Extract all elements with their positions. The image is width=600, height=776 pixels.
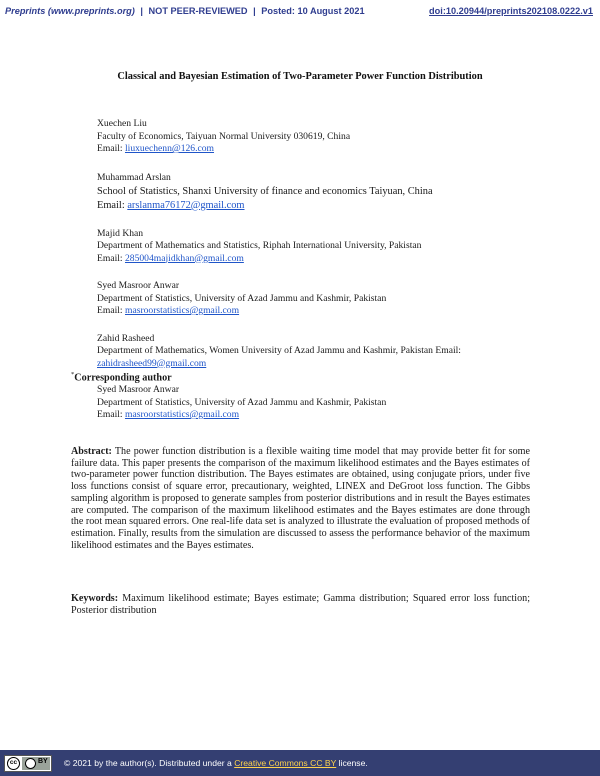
abstract-paragraph xyxy=(71,446,530,551)
license-text xyxy=(64,758,368,768)
author-affiliation: Department of Mathematics, Women University of Azad Jammu and Kashmir, Pakistan Email: xyxy=(97,345,461,356)
keywords-paragraph xyxy=(71,593,530,617)
author-email-link[interactable]: liuxuechenn@126.com xyxy=(124,143,215,154)
author-block xyxy=(97,228,537,266)
author-email-link[interactable]: masroorstatistics@gmail.com xyxy=(124,305,240,316)
header-separator: | xyxy=(140,6,143,16)
author-email-link[interactable]: arslanma76172@gmail.com xyxy=(127,199,245,211)
corresponding-email-line xyxy=(97,409,386,422)
author-affiliation: Department of Mathematics and Statistics, Riphah International University, Pakistan xyxy=(97,240,422,251)
paper-title: Classical and Bayesian Estimation of Two-Parameter Power Function Distribution xyxy=(117,71,483,82)
corresponding-email-link[interactable]: masroorstatistics@gmail.com xyxy=(124,409,240,420)
author-name: Muhammad Arslan xyxy=(97,171,171,183)
license-footer xyxy=(0,750,600,776)
author-name: Majid Khan xyxy=(97,227,144,239)
author-block xyxy=(97,171,537,213)
author-affiliation: Faculty of Economics, Taiyuan Normal University 030619, China xyxy=(97,130,351,142)
email-label: Email: xyxy=(97,199,125,211)
cc-logo-icon: cc xyxy=(7,757,20,770)
author-affiliation: Department of Statistics, University of Azad Jammu and Kashmir, Pakistan xyxy=(97,292,387,304)
corresponding-author-details xyxy=(97,384,386,422)
author-block xyxy=(97,118,537,156)
corresponding-heading-text: Corresponding author xyxy=(74,372,172,384)
author-email-line xyxy=(97,253,537,266)
email-label: Email: xyxy=(97,143,123,154)
author-list xyxy=(97,118,537,385)
corresponding-name: Syed Masroor Anwar xyxy=(97,384,180,395)
keywords-text: Maximum likelihood estimate; Bayes estimate; Gamma distribution; Squared error loss function; Posterior distribution xyxy=(71,593,531,617)
author-email-line xyxy=(97,143,537,156)
author-block xyxy=(97,333,537,371)
abstract-label: Abstract: xyxy=(71,446,112,457)
copyright-text: © 2021 by the author(s). Distributed under a xyxy=(64,758,232,768)
email-label: Email: xyxy=(97,252,123,264)
email-label: Email: xyxy=(97,305,123,316)
author-name: Syed Masroor Anwar xyxy=(97,280,180,291)
doi-link[interactable]: doi:10.20944/preprints202108.0222.v1 xyxy=(429,6,593,16)
author-name: Xuechen Liu xyxy=(97,118,147,129)
author-email-line xyxy=(97,358,537,371)
keywords-label: Keywords: xyxy=(71,593,119,604)
author-affiliation: School of Statistics, Shanxi University of finance and economics Taiyuan, China xyxy=(97,185,433,197)
cc-by-badge-icon[interactable] xyxy=(4,755,52,772)
header-left xyxy=(5,6,365,16)
attribution-person-icon xyxy=(25,758,36,769)
author-block xyxy=(97,280,537,318)
posted-date: Posted: 10 August 2021 xyxy=(261,6,365,16)
corresponding-author-heading xyxy=(71,371,172,383)
email-label: Email: xyxy=(97,409,123,420)
author-email-link[interactable]: 285004majidkhan@gmail.com xyxy=(124,252,244,264)
header-separator: | xyxy=(253,6,256,16)
author-email-line xyxy=(97,199,537,213)
author-email-link[interactable]: zahidrasheed99@gmail.com xyxy=(97,357,207,369)
peer-review-status: NOT PEER-REVIEWED xyxy=(148,6,248,16)
abstract-text: The power function distribution is a flexible waiting time model that may provide better fit for some failure data. This paper presents the comparison of the maximum likelihood estimates and the Bayes estimates of two-parameter power function distribution. The Bayes estimates are obtained, using conjugate priors, under five loss functions consist of square error, precautionary, weighted, LINEX and DeGroot loss function. The Gibbs sampling algorithm is proposed to generate samples from posterior distributions and in result the Bayes estimates are computed. The comparison of the maximum likelihood estimates and the Bayes estimates are done through the root mean squared errors. One real-life data set is analyzed to illustrate the evaluation of proposed methods of estimation. Finally, results from the simulation are discussed to assess the performance behavior of the maximum likelihood estimates and the Bayes estimates. xyxy=(71,446,530,551)
license-link[interactable]: Creative Commons CC BY xyxy=(234,758,337,768)
cc-by-label: BY xyxy=(38,758,48,765)
corresponding-affiliation: Department of Statistics, University of Azad Jammu and Kashmir, Pakistan xyxy=(97,396,387,408)
license-suffix: license. xyxy=(338,758,368,768)
corresponding-marker: * xyxy=(71,371,75,378)
preprints-brand-link[interactable]: Preprints (www.preprints.org) xyxy=(5,6,135,16)
author-name: Zahid Rasheed xyxy=(97,332,155,344)
author-email-line xyxy=(97,305,537,318)
preprint-header-bar xyxy=(0,0,600,22)
header-right xyxy=(429,6,593,16)
